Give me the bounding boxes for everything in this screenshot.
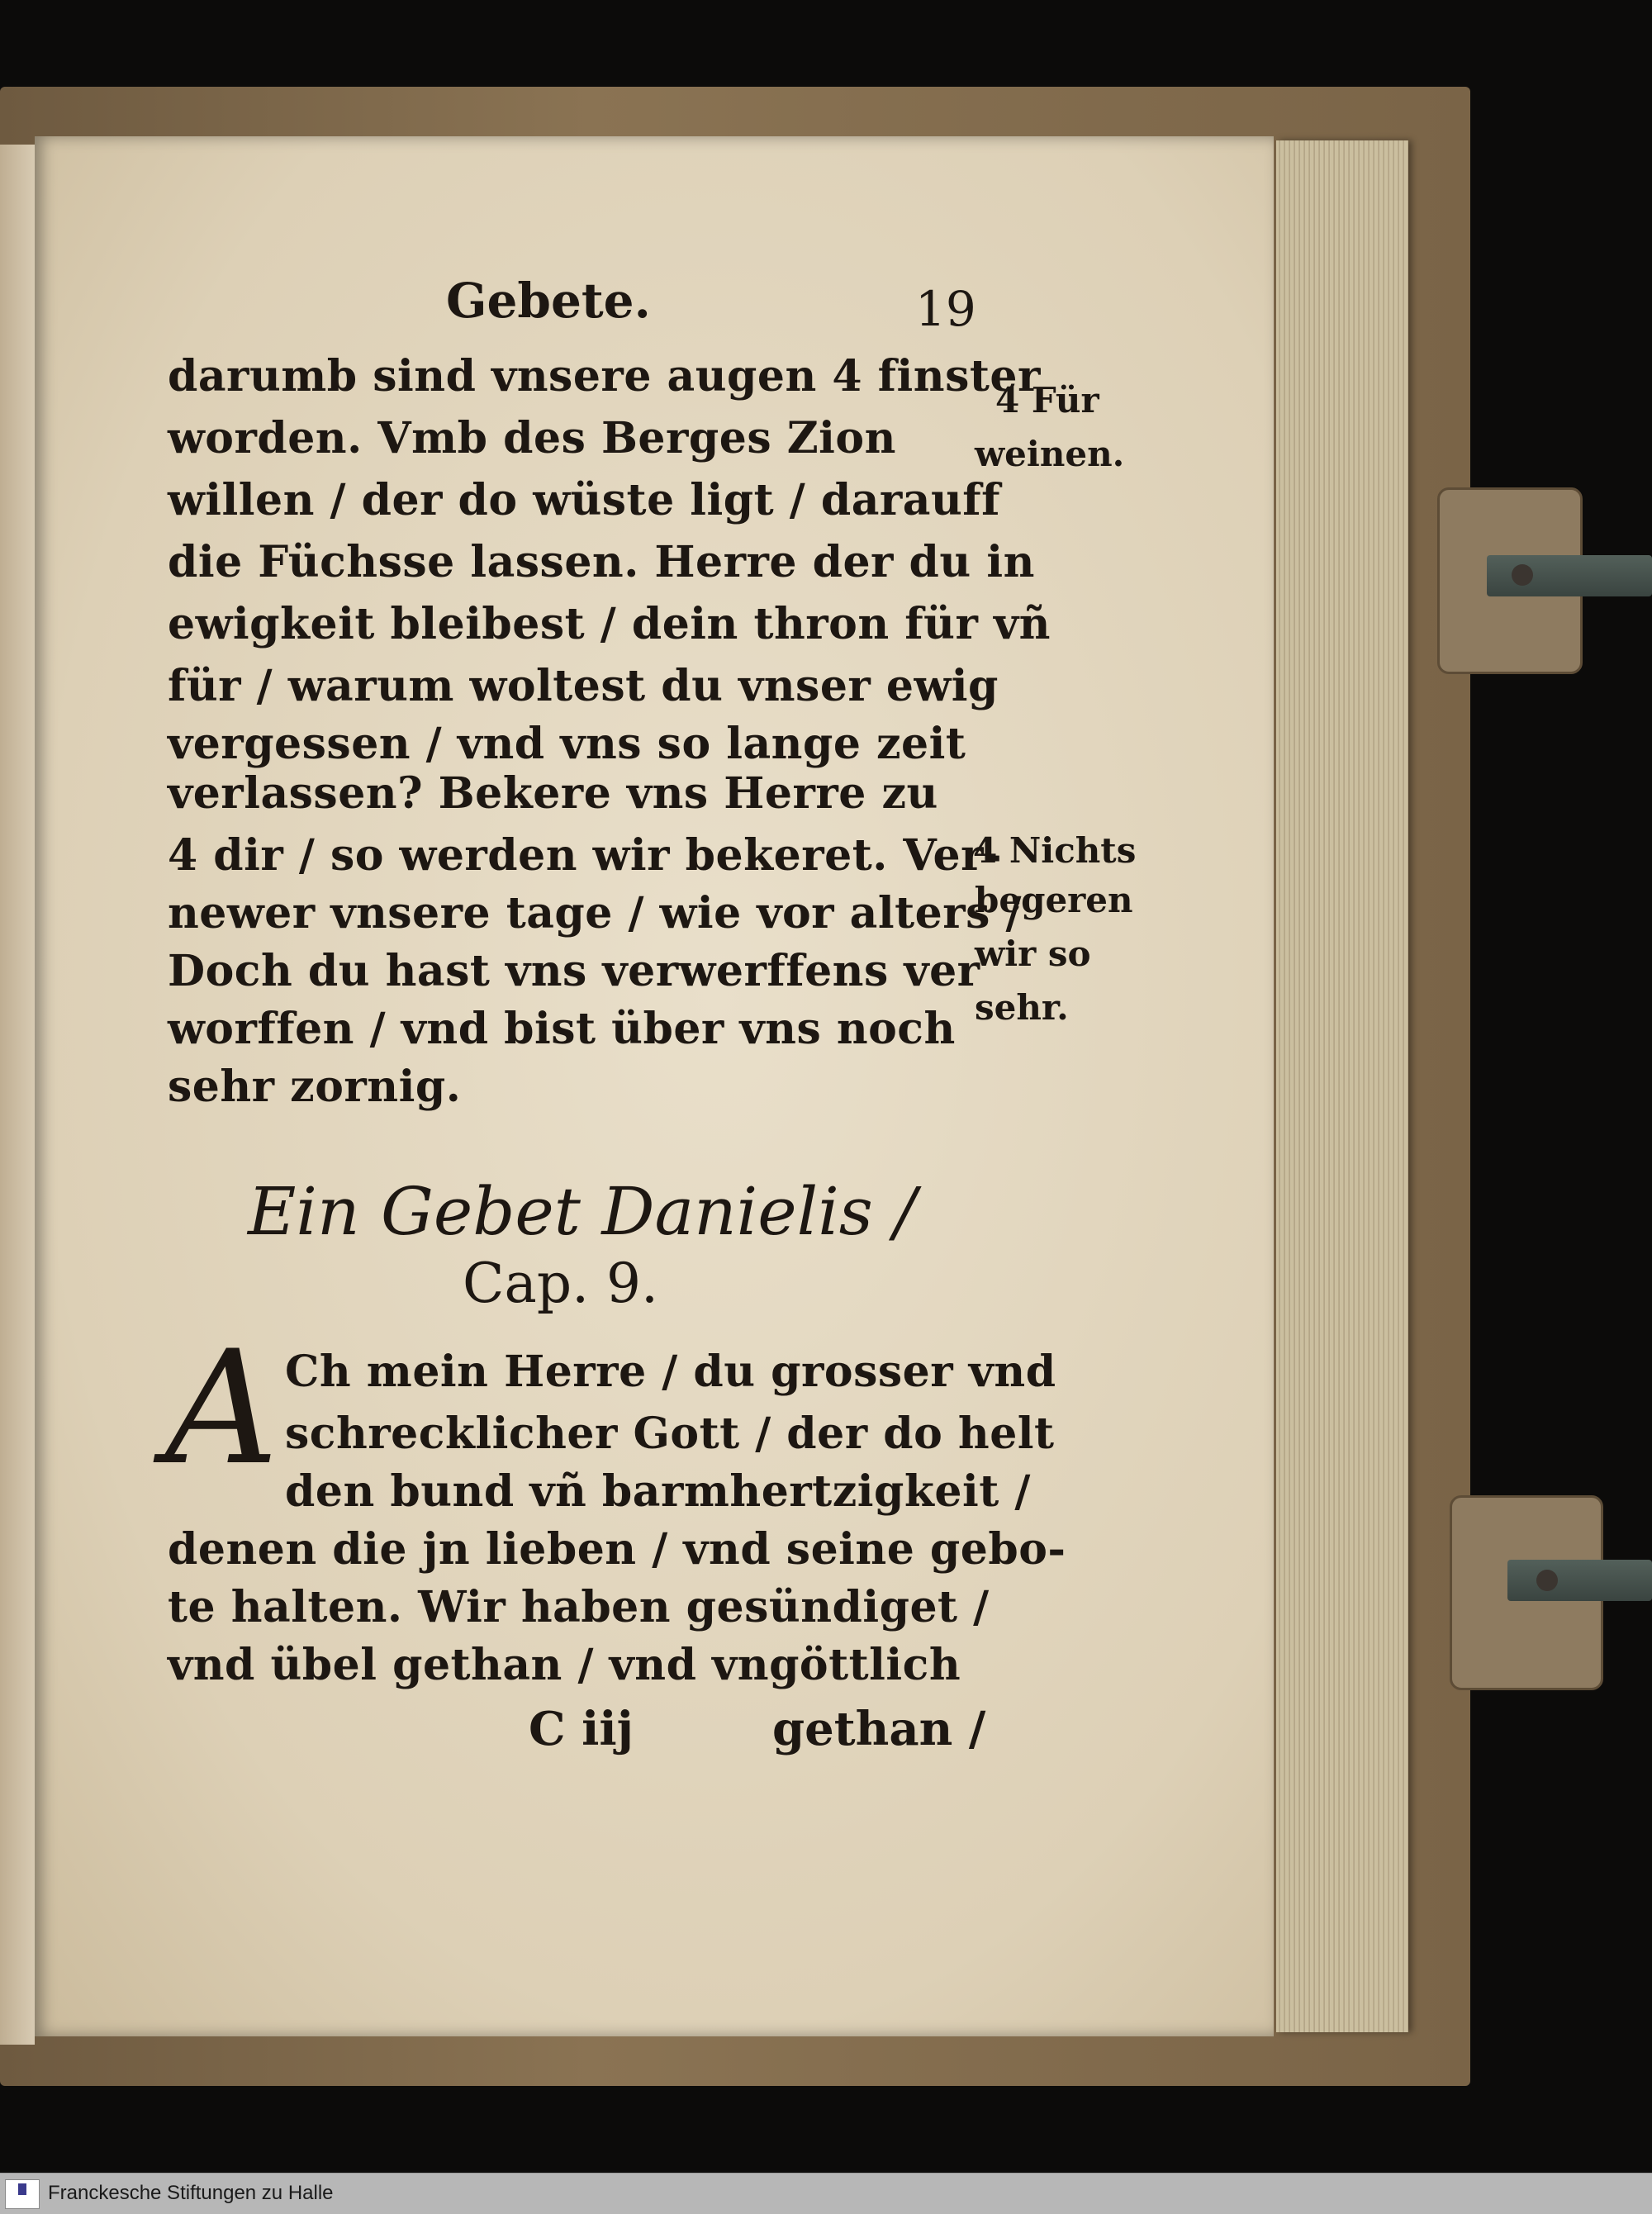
rivet-bottom [1536,1570,1558,1591]
margin-note: weinen. [975,434,1125,474]
body-line: die Füchsse lassen. Herre der du in [168,537,1035,587]
prayer-line: vnd übel gethan / vnd vngöttlich [168,1640,961,1690]
institution-name: Franckesche Stiftungen zu Halle [48,2182,334,2204]
body-line: vergessen / vnd vns so lange zeit [168,719,966,769]
chapter-reference: Cap. 9. [463,1252,659,1315]
prayer-line: Ch mein Herre / du grosser vnd [285,1347,1056,1397]
prayer-line: den bund vñ barmhertzigkeit / [285,1466,1031,1517]
running-head: Gebete. [446,273,651,329]
section-heading: Ein Gebet Danielis / [248,1173,917,1250]
margin-note: wir so [975,934,1091,974]
body-line: willen / der do wüste ligt / darauff [168,475,1001,525]
body-line: darumb sind vnsere augen 4 finster [168,351,1041,401]
body-line: 4 dir / so werden wir bekeret. Ver- [168,830,1003,881]
body-line: verlassen? Bekere vns Herre zu [168,768,938,819]
rivet-top [1512,564,1533,586]
prayer-line: denen die jn lieben / vnd seine gebo- [168,1524,1066,1575]
body-line: worffen / vnd bist über vns noch [168,1004,956,1054]
prayer-line: te halten. Wir haben gesündiget / [168,1582,990,1632]
body-line: worden. Vmb des Berges Zion [168,413,896,463]
signature-mark: C iij [529,1702,634,1756]
prayer-line: schrecklicher Gott / der do helt [285,1409,1055,1459]
body-line: ewigkeit bleibest / dein thron für vñ [168,599,1051,649]
margin-note: begeren [975,880,1133,920]
body-line: für / warum woltest du vnser ewig [168,661,999,711]
institution-logo-icon [5,2179,40,2209]
margin-note: sehr. [975,987,1069,1028]
decorated-initial: A [165,1317,279,1499]
left-page-edge [0,145,35,2045]
catchword: gethan / [772,1702,986,1756]
strap-bottom [1507,1560,1652,1601]
body-line: sehr zornig. [168,1062,462,1112]
page-edges [1276,140,1408,2032]
body-line: newer vnsere tage / wie vor alters / [168,888,1022,938]
body-line: Doch du hast vns verwerffens ver [168,946,980,996]
page-number: 19 [915,281,976,337]
margin-note: 4 Für [995,380,1099,420]
viewer-footer [0,2173,1652,2214]
margin-note: 4 Nichts [973,830,1137,871]
